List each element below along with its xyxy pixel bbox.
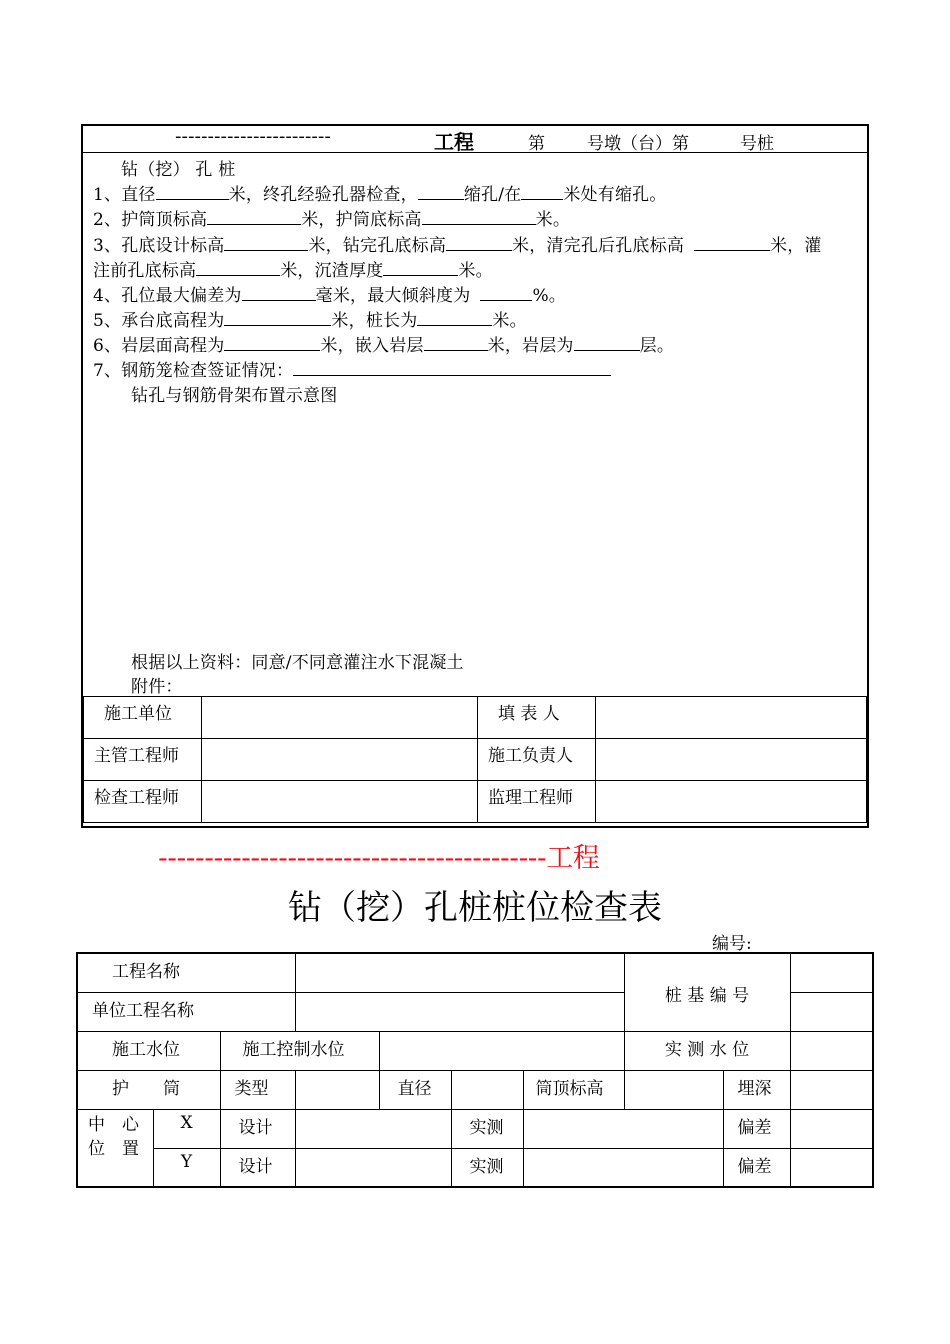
project-line-dashes: ------------------------------------------ [158,843,547,874]
project-name-field[interactable] [295,953,624,992]
unit-project-name-field[interactable] [295,992,624,1031]
pile-suffix: 号桩 [740,134,774,154]
x-label: X [153,1109,220,1148]
y-deviation-field[interactable] [790,1148,873,1187]
inspection-engineer-field[interactable] [202,781,478,823]
project-name-label: 工程名称 [77,953,295,992]
line-before-pour: 注前孔底标高 米，沉渣厚度 米。 [93,261,493,281]
pile-number-field[interactable] [790,953,873,992]
casing-top-elevation-field[interactable] [624,1070,723,1109]
line-hole-bottom: 3、孔底设计标高 米，钻完孔底标高 米，清完孔后孔底标高 米，灌 [93,236,822,256]
filler-field[interactable] [596,697,867,739]
x-design-field[interactable] [295,1109,451,1148]
x-design-label: 设计 [220,1109,295,1148]
y-deviation-label: 偏差 [723,1148,790,1187]
construction-water-level-label: 施工水位 [77,1031,220,1070]
y-design-field[interactable] [295,1148,451,1187]
x-measured-label: 实测 [451,1109,523,1148]
conclusion-text: 根据以上资料：同意/不同意灌注水下混凝土 [131,653,464,673]
center-position-label: 中 心 位 置 [77,1109,153,1187]
casing-top-elevation-label: 筒顶标高 [523,1070,624,1109]
unit-project-name-label: 单位工程名称 [77,992,295,1031]
supervision-engineer-label: 监理工程师 [478,781,596,823]
project-line [158,836,599,875]
project-dashes: ------------------------ [175,126,331,147]
form-subtitle: 钻（挖） 孔 桩 [121,160,236,180]
form-header [83,126,867,153]
burial-depth-field[interactable] [790,1070,873,1109]
casing-type-field[interactable] [295,1070,379,1109]
line-deviation: 4、孔位最大偏差为 毫米，最大倾斜度为 %。 [93,286,566,306]
project-label: 工程 [434,130,474,154]
y-design-label: 设计 [220,1148,295,1187]
y-measured-field[interactable] [523,1148,723,1187]
y-measured-label: 实测 [451,1148,523,1187]
line-diameter: 1、直径 米，终孔经验孔器检查， 缩孔/在 米处有缩孔。 [93,185,667,205]
x-measured-field[interactable] [523,1109,723,1148]
casing-diameter-field[interactable] [451,1070,523,1109]
burial-depth-label: 埋深 [723,1070,790,1109]
supervision-engineer-field[interactable] [596,781,867,823]
construction-lead-field[interactable] [596,739,867,781]
x-deviation-field[interactable] [790,1109,873,1148]
page-title: 钻（挖）孔桩桩位检查表 [288,888,662,928]
chief-engineer-field[interactable] [202,739,478,781]
pile-number-label: 桩 基 编 号 [624,953,790,1031]
pier-suffix: 号墩（台）第 [587,134,689,154]
line-rock: 6、岩层面高程为 米，嵌入岩层 米，岩层为 层。 [93,336,675,356]
filler-label: 填 表 人 [478,697,596,739]
control-water-level-label: 施工控制水位 [220,1031,379,1070]
signature-table [83,696,867,823]
number-label: 编号: [712,934,752,954]
control-water-level-field[interactable] [379,1031,624,1070]
casing-label: 护 筒 [77,1070,220,1109]
inspection-engineer-label: 检查工程师 [84,781,202,823]
hole-inspection-form [81,124,869,828]
line-casing: 2、护筒顶标高 米，护筒底标高 米。 [93,210,571,230]
chief-engineer-label: 主管工程师 [84,739,202,781]
project-line-label: 工程 [546,843,600,874]
casing-type-label: 类型 [220,1070,295,1109]
pier-prefix: 第 [528,134,545,154]
construction-unit-field[interactable] [202,697,478,739]
casing-diameter-label: 直径 [379,1070,451,1109]
measured-water-level-field[interactable] [790,1031,873,1070]
construction-unit-label: 施工单位 [84,697,202,739]
x-deviation-label: 偏差 [723,1109,790,1148]
construction-lead-label: 施工负责人 [478,739,596,781]
line-cage-check: 7、钢筋笼检查签证情况： [93,356,611,381]
line-cap-elevation: 5、承台底高程为 米，桩长为 米。 [93,311,527,331]
attachment-label: 附件： [131,677,183,697]
pile-number-field-2[interactable] [790,992,873,1031]
y-label: Y [153,1148,220,1187]
measured-water-level-label: 实 测 水 位 [624,1031,790,1070]
pile-position-table [76,952,874,1188]
diagram-title: 钻孔与钢筋骨架布置示意图 [131,386,338,406]
